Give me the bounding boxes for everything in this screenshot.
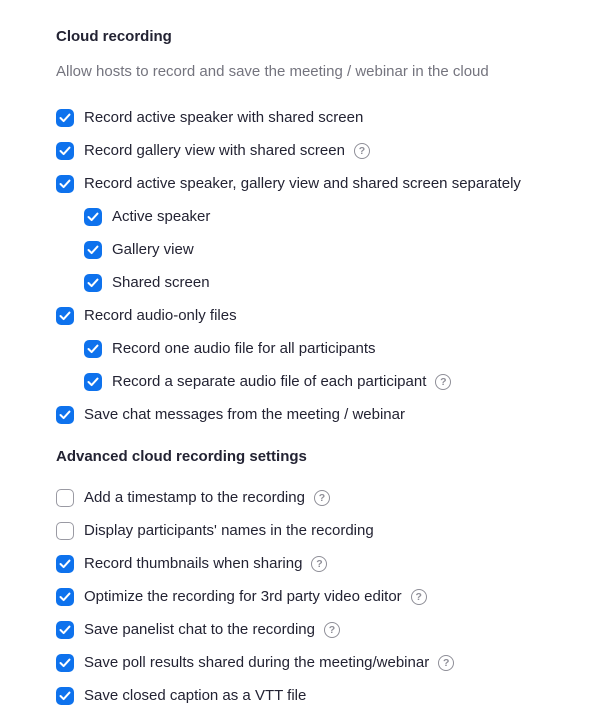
checkbox-label[interactable]: Optimize the recording for 3rd party video editor bbox=[84, 588, 402, 605]
checkmark-icon bbox=[59, 113, 71, 123]
checkbox[interactable] bbox=[56, 654, 74, 672]
checkbox-label[interactable]: Record thumbnails when sharing bbox=[84, 555, 303, 572]
checkmark-icon bbox=[59, 658, 71, 668]
checkbox-row bbox=[56, 406, 586, 424]
checkbox-row bbox=[84, 274, 586, 292]
checkmark-icon bbox=[59, 410, 71, 420]
checkbox[interactable] bbox=[84, 373, 102, 391]
checkmark-icon bbox=[59, 146, 71, 156]
cloud-recording-options bbox=[56, 109, 586, 424]
checkbox-label[interactable]: Record one audio file for all participants bbox=[112, 340, 376, 357]
checkbox-row bbox=[56, 109, 586, 127]
checkbox[interactable] bbox=[56, 522, 74, 540]
checkmark-icon bbox=[87, 245, 99, 255]
checkbox-label[interactable]: Save closed caption as a VTT file bbox=[84, 687, 307, 704]
checkbox[interactable] bbox=[84, 274, 102, 292]
checkbox-label[interactable]: Record gallery view with shared screen bbox=[84, 142, 345, 159]
checkbox-label[interactable]: Active speaker bbox=[112, 208, 211, 225]
checkbox-row bbox=[56, 588, 586, 606]
checkbox-row bbox=[56, 687, 586, 705]
checkbox-label[interactable]: Save poll results shared during the meeting/webinar bbox=[84, 654, 430, 671]
checkbox[interactable] bbox=[84, 241, 102, 259]
checkbox-row bbox=[56, 555, 586, 573]
checkbox[interactable] bbox=[56, 621, 74, 639]
checkbox-row bbox=[56, 654, 586, 672]
checkbox[interactable] bbox=[84, 208, 102, 226]
checkbox[interactable] bbox=[56, 109, 74, 127]
help-icon[interactable]: ? bbox=[411, 589, 427, 605]
checkbox-label[interactable]: Add a timestamp to the recording bbox=[84, 489, 305, 506]
checkbox-label[interactable]: Save panelist chat to the recording bbox=[84, 621, 315, 638]
checkbox-label[interactable]: Save chat messages from the meeting / webinar bbox=[84, 406, 405, 423]
checkbox-row bbox=[56, 621, 586, 639]
checkbox-label[interactable]: Record a separate audio file of each participant bbox=[112, 373, 427, 390]
page-title: Cloud recording bbox=[56, 28, 172, 45]
checkmark-icon bbox=[59, 625, 71, 635]
help-icon[interactable]: ? bbox=[354, 143, 370, 159]
checkmark-icon bbox=[59, 592, 71, 602]
checkmark-icon bbox=[59, 179, 71, 189]
checkbox[interactable] bbox=[56, 142, 74, 160]
checkbox-row bbox=[84, 208, 586, 226]
checkbox-label[interactable]: Record active speaker, gallery view and shared screen separately bbox=[84, 175, 521, 192]
checkbox-label[interactable]: Display participants' names in the recording bbox=[84, 522, 374, 539]
checkmark-icon bbox=[87, 377, 99, 387]
checkbox-row bbox=[56, 175, 586, 193]
advanced-settings-heading: Advanced cloud recording settings bbox=[56, 448, 307, 465]
checkbox-row bbox=[84, 340, 586, 358]
page-subtitle: Allow hosts to record and save the meeting / webinar in the cloud bbox=[56, 63, 489, 80]
help-icon[interactable]: ? bbox=[435, 374, 451, 390]
advanced-recording-options bbox=[56, 489, 586, 705]
checkbox-label[interactable]: Shared screen bbox=[112, 274, 210, 291]
checkmark-icon bbox=[59, 691, 71, 701]
help-icon[interactable]: ? bbox=[311, 556, 327, 572]
checkbox-label[interactable]: Record audio-only files bbox=[84, 307, 237, 324]
checkbox[interactable] bbox=[56, 175, 74, 193]
help-icon[interactable]: ? bbox=[324, 622, 340, 638]
checkbox[interactable] bbox=[56, 307, 74, 325]
checkbox-label[interactable]: Record active speaker with shared screen bbox=[84, 109, 364, 126]
checkbox[interactable] bbox=[56, 489, 74, 507]
checkbox-row bbox=[56, 489, 586, 507]
checkbox-row bbox=[56, 522, 586, 540]
checkmark-icon bbox=[87, 212, 99, 222]
checkmark-icon bbox=[87, 278, 99, 288]
checkbox-label[interactable]: Gallery view bbox=[112, 241, 194, 258]
checkbox[interactable] bbox=[84, 340, 102, 358]
checkmark-icon bbox=[59, 311, 71, 321]
help-icon[interactable]: ? bbox=[314, 490, 330, 506]
checkbox[interactable] bbox=[56, 555, 74, 573]
checkmark-icon bbox=[59, 559, 71, 569]
checkbox[interactable] bbox=[56, 406, 74, 424]
checkbox-row bbox=[84, 373, 586, 391]
checkmark-icon bbox=[87, 344, 99, 354]
checkbox[interactable] bbox=[56, 687, 74, 705]
checkbox[interactable] bbox=[56, 588, 74, 606]
checkbox-row bbox=[56, 307, 586, 325]
checkbox-row bbox=[56, 142, 586, 160]
checkbox-row bbox=[84, 241, 586, 259]
help-icon[interactable]: ? bbox=[438, 655, 454, 671]
